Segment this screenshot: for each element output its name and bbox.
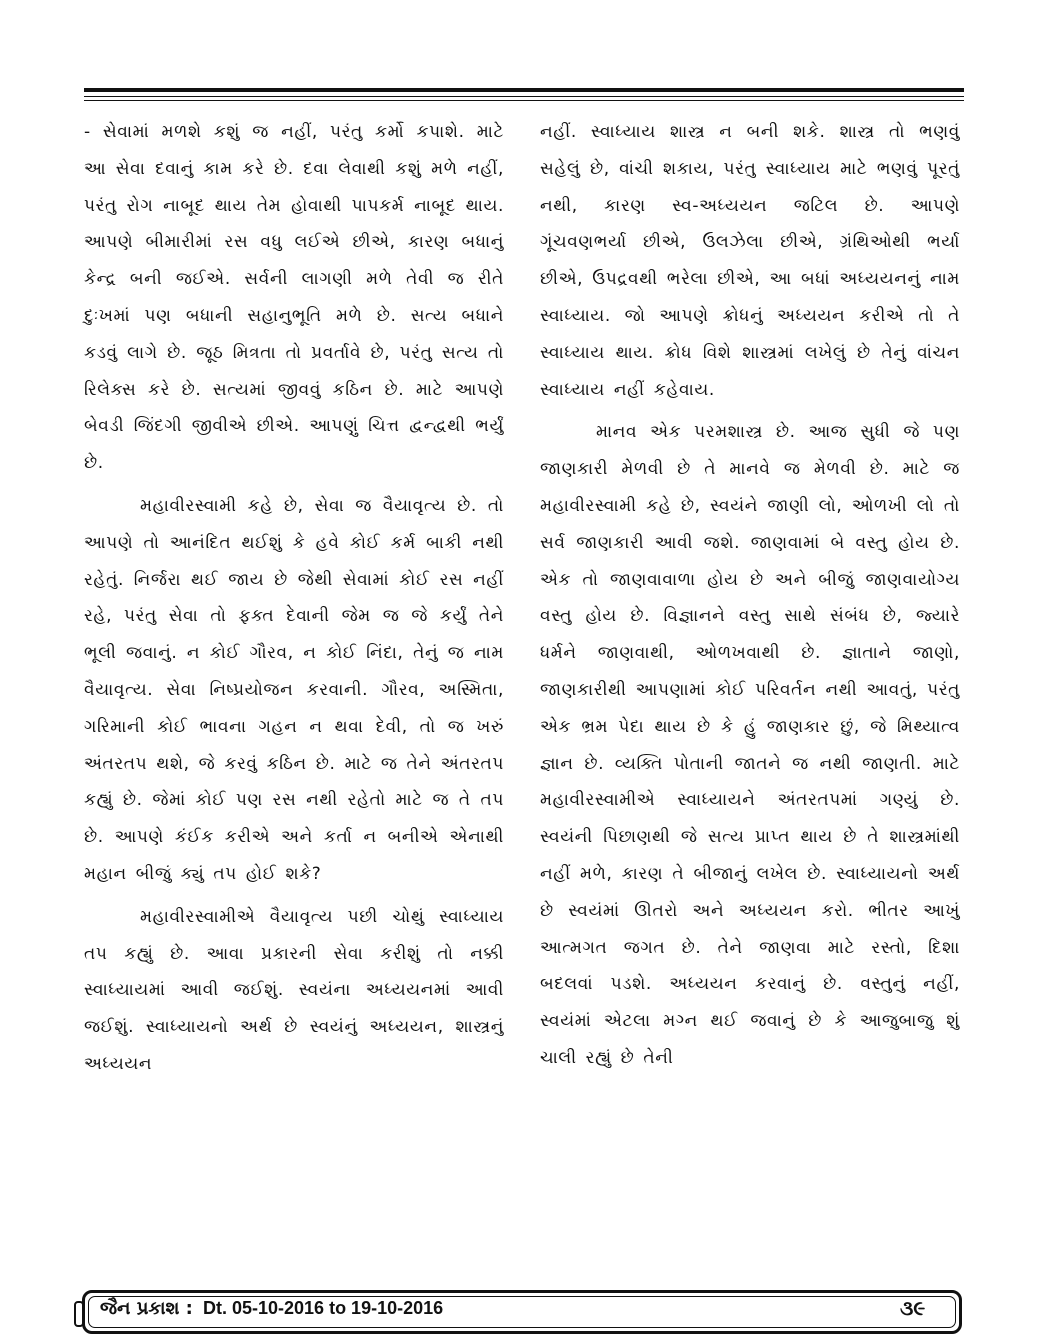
right-column [540, 114, 960, 1077]
page-number: ૩૯ [900, 1296, 926, 1320]
left-column [84, 114, 504, 1083]
header-rule-thick [84, 88, 964, 92]
footer-magazine-name: જૈન પ્રકાશ : [100, 1298, 193, 1319]
header-rule-thin-2 [84, 100, 964, 101]
footer-issue-date: Dt. 05-10-2016 to 19-10-2016 [203, 1298, 444, 1318]
left-paragraph-3: મહાવીરસ્વામીએ વૈયાવૃત્ય પછી ચોથું સ્વાધ્યાય તપ કહ્યું છે. આવા પ્રકારની સેવા કરીશું તો નક્કી સ્વાધ્યાયમાં આવી જઈશું. સ્વયંના અધ્યયનમાં આવી જઈશું. સ્વાધ્યાયનો અર્થ છે સ્વયંનું અધ્યયન, શાસ્ત્રનું અધ્યયન [84, 906, 504, 1074]
right-paragraph-2: માનવ એક પરમશાસ્ત્ર છે. આજ સુધી જે પણ જાણકારી મેળવી છે તે માનવે જ મેળવી છે. માટે જ મહાવીરસ્વામી કહે છે, સ્વયંને જાણી લો, ઓળખી લો તો સર્વ જાણકારી આવી જશે. જાણવામાં બે વસ્તુ હોય છે. એક તો જાણવાવાળા હોય છે અને બીજું જાણવાયોગ્ય વસ્તુ હોય છે. વિજ્ઞાનને વસ્તુ સાથે સંબંધ છે, જ્યારે ધર્મને જાણવાથી, ઓળખવાથી છે. જ્ઞાતાને જાણો, જાણકારીથી આપણામાં કોઈ પરિવર્તન નથી આવતું, પરંતુ એક ભ્રમ પેદા થાય છે કે હું જાણકાર છું, જે મિથ્યાત્વ જ્ઞાન છે. વ્યક્તિ પોતાની જાતને જ નથી જાણતી. માટે મહાવીરસ્વામીએ સ્વાધ્યાયને અંતરતપમાં ગણ્યું છે. સ્વયંની પિછાણથી જે સત્ય પ્રાપ્ત થાય છે તે શાસ્ત્રમાંથી નહીં મળે, કારણ તે બીજાનું લખેલ છે. સ્વાધ્યાયનો અર્થ છે સ્વયંમાં ઊતરો અને અધ્યયન કરો. ભીતર આખું આત્મગત જગત છે. તેને જાણવા માટે રસ્તો, દિશા બદલવાં પડશે. અધ્યયન કરવાનું છે. વસ્તુનું નહીં, સ્વયંમાં એટલા મગ્ન થઈ જવાનું છે કે આજુબાજુ શું ચાલી રહ્યું છે તેની [540, 422, 960, 1068]
left-paragraph-1: - સેવામાં મળશે કશું જ નહીં, પરંતુ કર્મો કપાશે. માટે આ સેવા દવાનું કામ કરે છે. દવા લેવાથી કશું મળે નહીં, પરંતુ રોગ નાબૂદ થાય તેમ હોવાથી પાપકર્મ નાબૂદ થાય. આપણે બીમારીમાં રસ વધુ લઈએ છીએ, કારણ બધાનું કેન્દ્ર બની જઈએ. સર્વની લાગણી મળે તેવી જ રીતે દુઃખમાં પણ બધાની સહાનુભૂતિ મળે છે. સત્ય બધાને કડવું લાગે છે. જૂઠ મિત્રતા તો પ્રવર્તાવે છે, પરંતુ સત્ય તો રિલેક્સ કરે છે. સત્યમાં જીવવું કઠિન છે. માટે આપણે બેવડી જિંદગી જીવીએ છીએ. આપણું ચિત્ત દ્વન્દ્વથી ભર્યું છે. [84, 122, 504, 474]
header-rule-thin [84, 96, 964, 97]
right-paragraph-1: નહીં. સ્વાધ્યાય શાસ્ત્ર ન બની શકે. શાસ્ત્ર તો ભણવું સહેલું છે, વાંચી શકાય, પરંતુ સ્વાધ્યાય માટે ભણવું પૂરતું નથી, કારણ સ્વ-અધ્યયન જટિલ છે. આપણે ગૂંચવણભર્યા છીએ, ઉલઝેલા છીએ, ગ્રંથિઓથી ભર્યા છીએ, ઉપદ્રવથી ભરેલા છીએ, આ બધાં અધ્યયનનું નામ સ્વાધ્યાય. જો આપણે ક્રોધનું અધ્યયન કરીએ તો તે સ્વાધ્યાય થાય. ક્રોધ વિશે શાસ્ત્રમાં લખેલું છે તેનું વાંચન સ્વાધ્યાય નહીં કહેવાય. [540, 122, 960, 400]
left-paragraph-2: મહાવીરસ્વામી કહે છે, સેવા જ વૈયાવૃત્ય છે. તો આપણે તો આનંદિત થઈશું કે હવે કોઈ કર્મ બાકી નથી રહેતું. નિર્જરા થઈ જાય છે જેથી સેવામાં કોઈ રસ નહીં રહે, પરંતુ સેવા તો ફક્ત દેવાની જેમ જ જે કર્યું તેને ભૂલી જવાનું. ન કોઈ ગૌરવ, ન કોઈ નિંદા, તેનું જ નામ વૈયાવૃત્ય. સેવા નિષ્પ્રયોજન કરવાની. ગૌરવ, અસ્મિતા, ગરિમાની કોઈ ભાવના ગહન ન થવા દેવી, તો જ ખરું અંતરતપ થશે, જે કરવું કઠિન છે. માટે જ તેને અંતરતપ કહ્યું છે. જેમાં કોઈ પણ રસ નથી રહેતો માટે જ તે તપ છે. આપણે કંઈક કરીએ અને કર્તા ન બનીએ એનાથી મહાન બીજું ક્યું તપ હોઈ શકે? [84, 495, 504, 884]
